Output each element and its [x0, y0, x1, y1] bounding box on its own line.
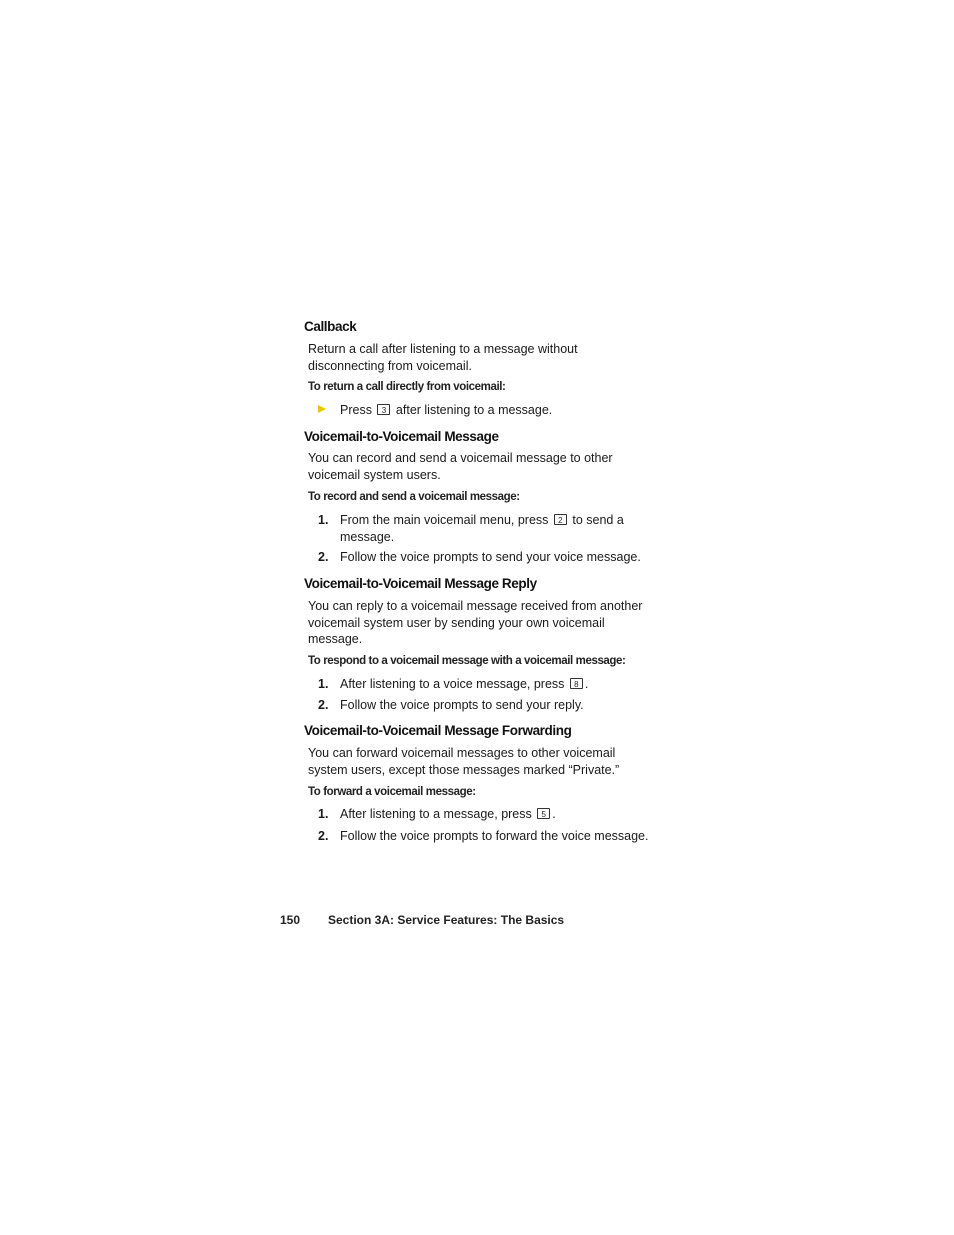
- vm-message-intro: [308, 450, 668, 483]
- paragraph-line: voicemail system user by sending your own voicemail: [308, 615, 605, 630]
- paragraph-line: Return a call after listening to a message without: [308, 342, 578, 356]
- step-text: After listening to a message, press: [340, 807, 532, 821]
- numbered-step: [318, 549, 668, 566]
- paragraph-line: system users, except those messages marked “Private.”: [308, 762, 620, 777]
- numbered-step: [318, 676, 668, 693]
- paragraph-line: You can record and send a voicemail message to other: [308, 451, 613, 465]
- bullet-arrow-icon: [318, 405, 326, 413]
- page-number: 150: [280, 913, 301, 927]
- step-text: to send a: [572, 513, 624, 527]
- paragraph-line: You can reply to a voicemail message received from another: [308, 599, 643, 613]
- step-text: after listening to a message.: [395, 403, 553, 417]
- phone-key-icon: 3: [377, 404, 390, 415]
- vm-forwarding-intro: [308, 745, 668, 778]
- callback-bullet-step: [318, 402, 668, 419]
- paragraph-line: You can forward voicemail messages to other voicemail: [308, 746, 616, 760]
- step-number: 1.: [318, 807, 329, 821]
- phone-key-icon: 8: [570, 678, 583, 689]
- paragraph-line: disconnecting from voicemail.: [308, 358, 472, 373]
- step-text: Follow the voice prompts to send your voice message.: [340, 550, 641, 564]
- step-text: After listening to a voice message, press: [340, 677, 565, 691]
- section-heading-vm-message: Voicemail-to-Voicemail Message: [304, 429, 499, 444]
- section-heading-callback: Callback: [304, 319, 357, 334]
- callback-subheading: To return a call directly from voicemail:: [308, 381, 506, 393]
- vm-reply-intro: [308, 598, 668, 648]
- paragraph-line: message.: [308, 632, 363, 646]
- step-number: 1.: [318, 677, 329, 691]
- step-text: message.: [340, 529, 395, 544]
- paragraph-line: voicemail system users.: [308, 467, 441, 482]
- step-text: Follow the voice prompts to forward the voice message.: [340, 829, 649, 843]
- step-text: From the main voicemail menu, press: [340, 513, 549, 527]
- step-number: 2.: [318, 550, 329, 564]
- numbered-step: [318, 806, 668, 823]
- step-number: 1.: [318, 513, 329, 527]
- phone-key-icon: 2: [554, 514, 567, 525]
- numbered-step: [318, 697, 668, 714]
- phone-key-icon: 5: [537, 808, 550, 819]
- step-text: .: [584, 677, 589, 691]
- step-number: 2.: [318, 829, 329, 843]
- section-heading-vm-forwarding: Voicemail-to-Voicemail Message Forwarding: [304, 723, 572, 738]
- step-text: Follow the voice prompts to send your reply.: [340, 698, 584, 712]
- numbered-step: [318, 512, 668, 545]
- step-text: .: [552, 807, 556, 821]
- step-text: Press: [340, 403, 372, 417]
- vm-message-subheading: To record and send a voicemail message:: [308, 491, 520, 503]
- vm-forwarding-subheading: To forward a voicemail message:: [308, 786, 476, 798]
- footer-section-title: Section 3A: Service Features: The Basics: [328, 913, 565, 927]
- numbered-step: [318, 828, 668, 845]
- step-number: 2.: [318, 698, 329, 712]
- section-heading-vm-reply: Voicemail-to-Voicemail Message Reply: [304, 576, 537, 591]
- callback-intro: [308, 341, 668, 374]
- vm-reply-subheading: To respond to a voicemail message with a voicemail message:: [308, 655, 626, 667]
